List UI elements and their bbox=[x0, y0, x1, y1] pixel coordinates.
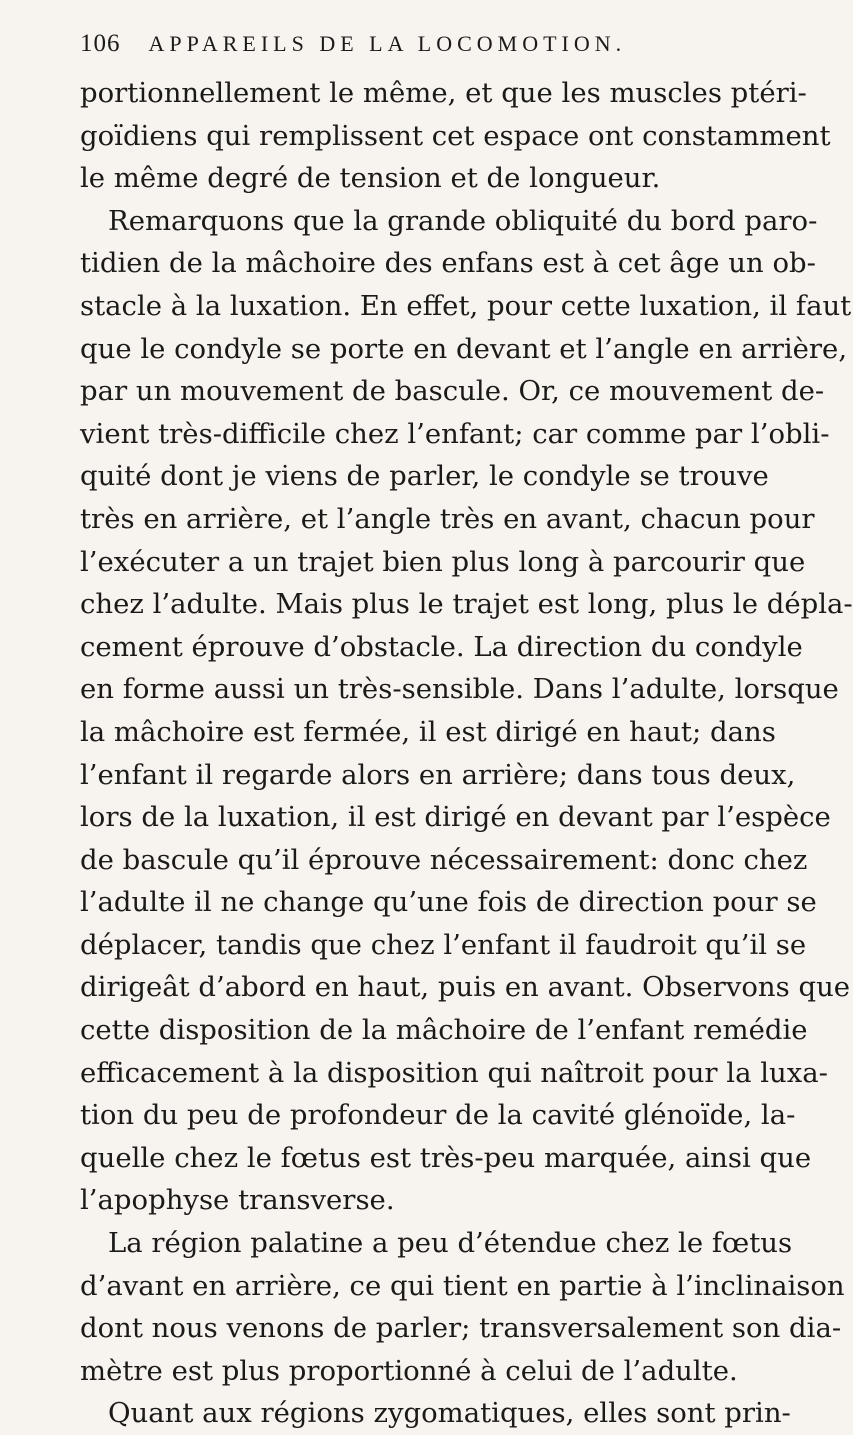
body-text bbox=[80, 72, 853, 1435]
text-line: tion du peu de profondeur de la cavité glénoïde, la- bbox=[80, 1099, 796, 1132]
text-line: lors de la luxation, il est dirigé en devant par l’espèce bbox=[80, 801, 831, 834]
text-line: tidien de la mâchoire des enfans est à cet âge un ob- bbox=[80, 247, 816, 280]
text-line: goïdiens qui remplissent cet espace ont constamment bbox=[80, 119, 831, 152]
text-line: l’adulte il ne change qu’une fois de direction pour se bbox=[80, 886, 817, 919]
text-line: par un mouvement de bascule. Or, ce mouvement de- bbox=[80, 375, 825, 408]
text-line: que le condyle se porte en devant et l’angle en arrière, bbox=[80, 332, 848, 365]
text-line: d’avant en arrière, ce qui tient en partie à l’inclinaison bbox=[80, 1269, 845, 1302]
text-line: Remarquons que la grande obliquité du bord paro- bbox=[108, 204, 818, 237]
running-head bbox=[80, 22, 735, 66]
text-line: dirigeât d’abord en haut, puis en avant. Observons que bbox=[80, 971, 851, 1004]
text-line: quelle chez le fœtus est très-peu marquée, ainsi que bbox=[80, 1141, 812, 1174]
text-line: très en arrière, et l’angle très en avant, chacun pour bbox=[80, 502, 815, 535]
text-line: l’enfant il regarde alors en arrière; dans tous deux, bbox=[80, 758, 796, 791]
text-line: stacle à la luxation. En effet, pour cette luxation, il faut bbox=[80, 289, 852, 322]
page-number: 106 bbox=[80, 30, 121, 57]
text-line: le même degré de tension et de longueur. bbox=[80, 162, 661, 195]
text-line: chez l’adulte. Mais plus le trajet est long, plus le dépla- bbox=[80, 588, 853, 621]
text-line: cette disposition de la mâchoire de l’enfant remédie bbox=[80, 1014, 808, 1047]
running-title: APPAREILS DE LA LOCOMOTION. bbox=[148, 31, 627, 56]
text-line: cement éprouve d’obstacle. La direction du condyle bbox=[80, 630, 803, 663]
text-line: en forme aussi un très-sensible. Dans l’adulte, lorsque bbox=[80, 673, 839, 706]
text-line: déplacer, tandis que chez l’enfant il faudroit qu’il se bbox=[80, 928, 807, 961]
text-line: dont nous venons de parler; transversalement son dia- bbox=[80, 1312, 842, 1345]
text-line: quité dont je viens de parler, le condyle se trouve bbox=[80, 460, 769, 493]
text-line: vient très-difficile chez l’enfant; car comme par l’obli- bbox=[80, 417, 830, 450]
text-line: portionnellement le même, et que les muscles ptéri- bbox=[80, 77, 807, 109]
text-line: l’apophyse transverse. bbox=[80, 1184, 395, 1217]
text-line: l’exécuter a un trajet bien plus long à parcourir que bbox=[80, 545, 806, 578]
text-line: La région palatine a peu d’étendue chez le fœtus bbox=[108, 1227, 793, 1260]
text-line: efficacement à la disposition qui naîtroit pour la luxa- bbox=[80, 1056, 828, 1089]
text-line: la mâchoire est fermée, il est dirigé en haut; dans bbox=[80, 715, 776, 748]
book-page bbox=[80, 22, 853, 1435]
text-line: de bascule qu’il éprouve nécessairement: donc chez bbox=[80, 843, 808, 876]
text-line: Quant aux régions zygomatiques, elles sont prin- bbox=[108, 1397, 791, 1430]
text-line: mètre est plus proportionné à celui de l’adulte. bbox=[80, 1354, 738, 1387]
